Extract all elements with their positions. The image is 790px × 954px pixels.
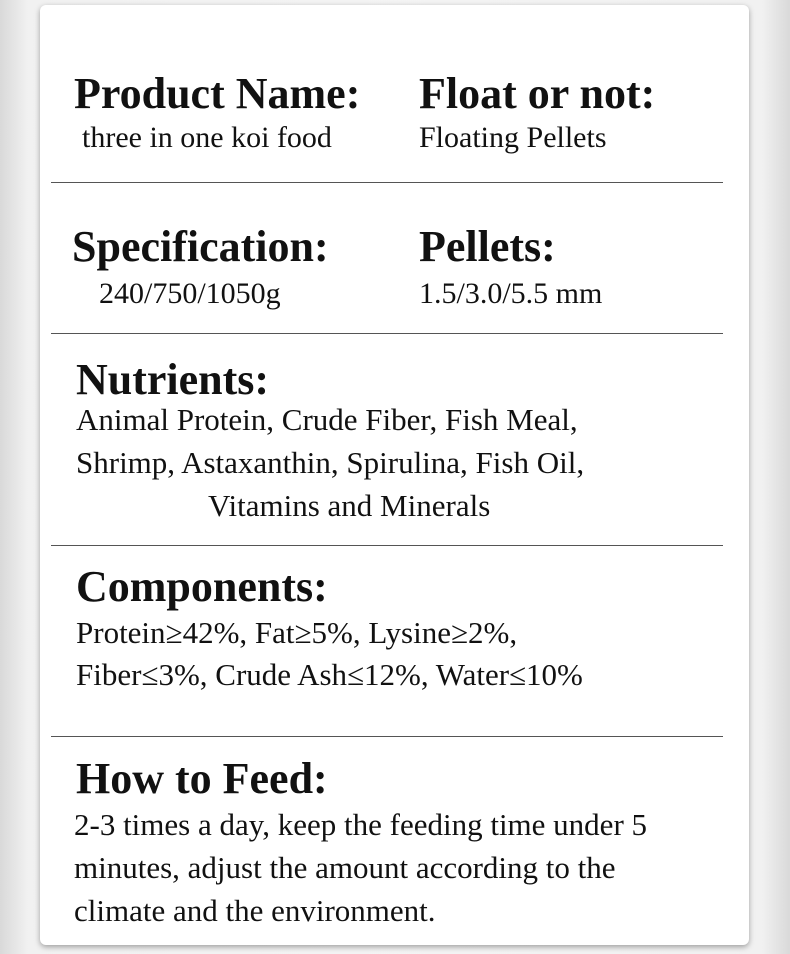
nutrients-line: Vitamins and Minerals (208, 488, 491, 523)
how-to-feed-line: minutes, adjust the amount according to the (74, 850, 616, 885)
how-to-feed-line: 2-3 times a day, keep the feeding time under 5 (74, 807, 648, 842)
product-name-value: three in one koi food (82, 121, 332, 154)
components-line: Fiber≤3%, Crude Ash≤12%, Water≤10% (76, 657, 583, 692)
divider (51, 333, 723, 334)
nutrients-line: Animal Protein, Crude Fiber, Fish Meal, (76, 402, 578, 437)
float-label: Float or not: (419, 69, 656, 118)
divider (51, 545, 723, 546)
product-info-card (40, 5, 749, 945)
nutrients-label: Nutrients: (76, 355, 270, 404)
specification-value: 240/750/1050g (99, 277, 281, 310)
float-value: Floating Pellets (419, 121, 607, 154)
divider (51, 736, 723, 737)
nutrients-line: Shrimp, Astaxanthin, Spirulina, Fish Oil, (76, 445, 585, 480)
components-line: Protein≥42%, Fat≥5%, Lysine≥2%, (76, 615, 518, 650)
specification-label: Specification: (72, 222, 329, 271)
pellets-label: Pellets: (419, 222, 556, 271)
how-to-feed-line: climate and the environment. (74, 893, 436, 928)
how-to-feed-label: How to Feed: (76, 754, 328, 803)
product-name-label: Product Name: (74, 69, 361, 118)
pellets-value: 1.5/3.0/5.5 mm (419, 277, 603, 310)
components-label: Components: (76, 562, 328, 611)
divider (51, 182, 723, 183)
